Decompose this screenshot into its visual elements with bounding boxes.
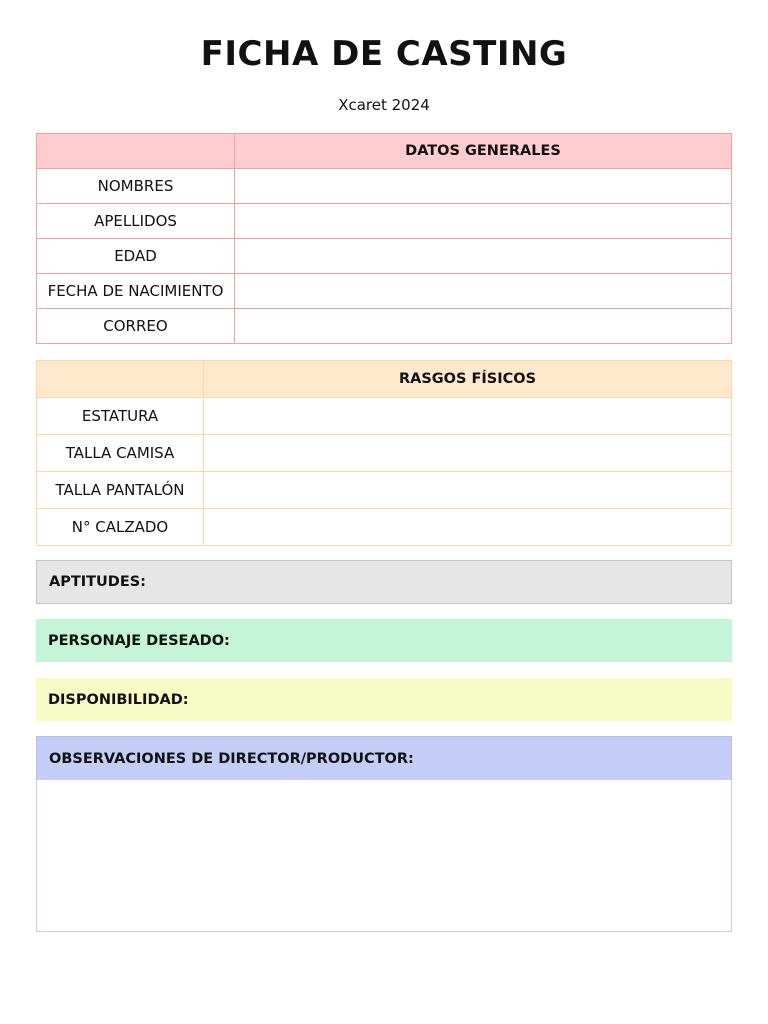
disponibilidad-label: DISPONIBILIDAD: (48, 691, 189, 708)
talla-camisa-field[interactable] (204, 435, 732, 472)
observaciones-header (36, 736, 732, 780)
row-label-talla-camisa: TALLA CAMISA (37, 435, 204, 472)
calzado-field[interactable] (204, 509, 732, 546)
table-row (37, 239, 732, 274)
rasgos-fisicos-heading: RASGOS FÍSICOS (204, 361, 732, 398)
header-empty-cell (37, 361, 204, 398)
personaje-deseado-label: PERSONAJE DESEADO: (48, 632, 230, 649)
table-row (37, 169, 732, 204)
datos-generales-table (36, 133, 732, 344)
table-row (37, 274, 732, 309)
datos-generales-heading: DATOS GENERALES (235, 134, 732, 169)
table-row (37, 398, 732, 435)
observaciones-label: OBSERVACIONES DE DIRECTOR/PRODUCTOR: (49, 750, 414, 767)
row-label-fecha-nacimiento: FECHA DE NACIMIENTO (37, 274, 235, 309)
header-empty-cell (37, 134, 235, 169)
row-label-correo: CORREO (37, 309, 235, 344)
table-row (37, 435, 732, 472)
page-subtitle: Xcaret 2024 (338, 96, 430, 114)
page-title: FICHA DE CASTING (200, 34, 568, 74)
apellidos-field[interactable] (235, 204, 732, 239)
fecha-nacimiento-field[interactable] (235, 274, 732, 309)
personaje-deseado-field[interactable] (36, 619, 732, 662)
table-row (37, 204, 732, 239)
talla-pantalon-field[interactable] (204, 472, 732, 509)
edad-field[interactable] (235, 239, 732, 274)
row-label-talla-pantalon: TALLA PANTALÓN (37, 472, 204, 509)
disponibilidad-field[interactable] (36, 678, 732, 721)
row-label-calzado: N° CALZADO (37, 509, 204, 546)
aptitudes-label: APTITUDES: (49, 574, 146, 590)
correo-field[interactable] (235, 309, 732, 344)
row-label-apellidos: APELLIDOS (37, 204, 235, 239)
observaciones-textarea[interactable] (36, 780, 732, 932)
table-header-row (37, 134, 732, 169)
table-row (37, 509, 732, 546)
row-label-nombres: NOMBRES (37, 169, 235, 204)
nombres-field[interactable] (235, 169, 732, 204)
aptitudes-field[interactable] (36, 560, 732, 604)
table-header-row (37, 361, 732, 398)
table-row (37, 472, 732, 509)
rasgos-fisicos-table (36, 360, 732, 546)
estatura-field[interactable] (204, 398, 732, 435)
row-label-edad: EDAD (37, 239, 235, 274)
table-row (37, 309, 732, 344)
row-label-estatura: ESTATURA (37, 398, 204, 435)
